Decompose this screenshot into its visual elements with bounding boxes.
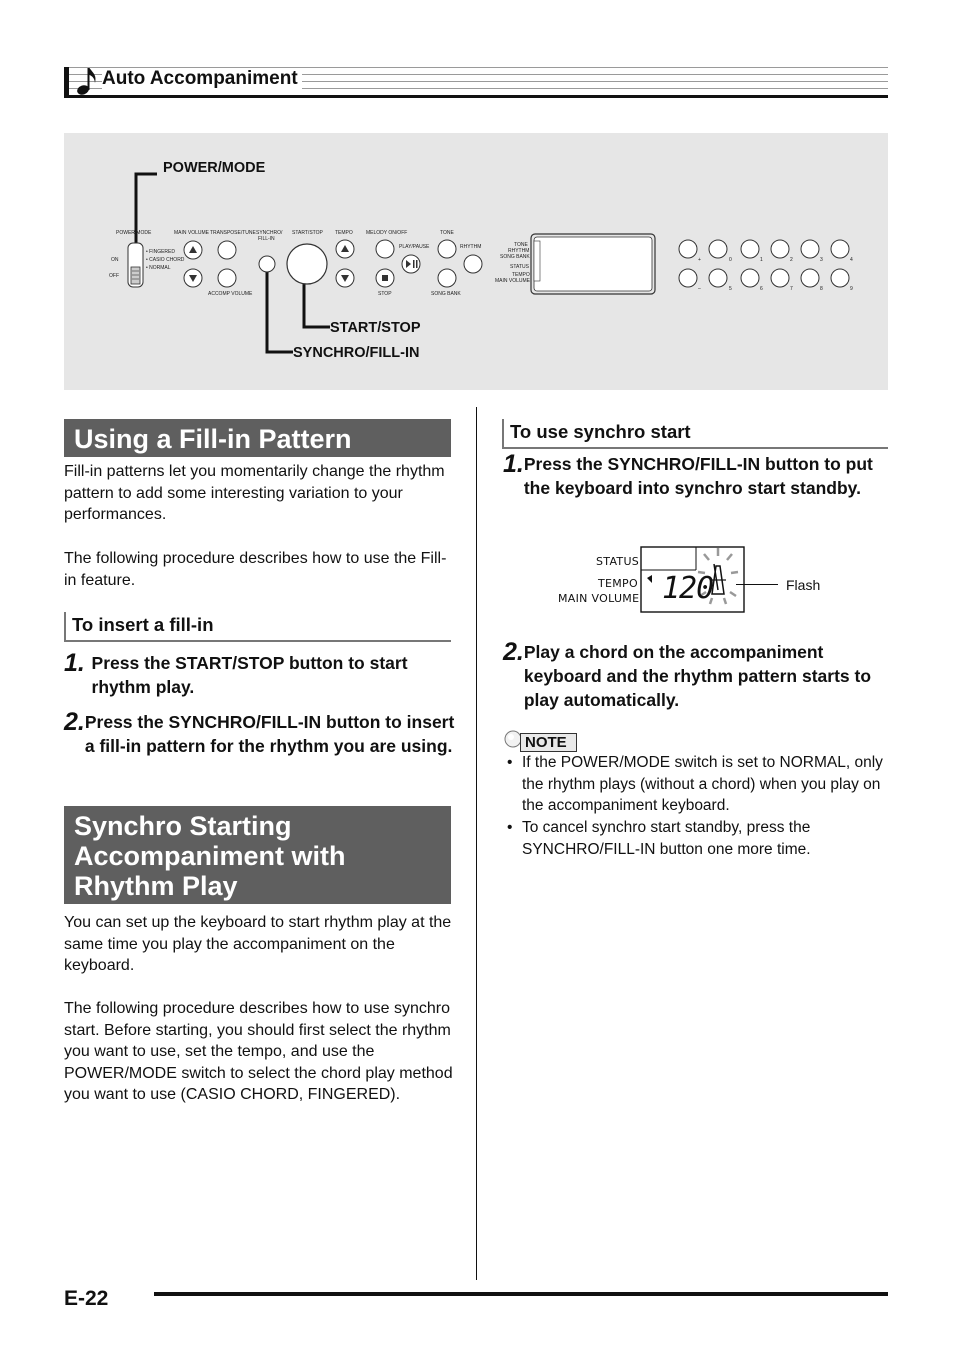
subheading-insert-fill-in: To insert a fill-in <box>64 612 451 642</box>
footer-rule <box>154 1292 888 1296</box>
svg-text:MAIN VOLUME: MAIN VOLUME <box>174 230 210 236</box>
lcd-tempo-value: 120 <box>662 571 714 606</box>
svg-text:4: 4 <box>850 257 853 263</box>
step-text: Press the SYNCHRO/FILL-IN button to put the keyboard into synchro start standby. <box>523 454 873 498</box>
svg-text:0: 0 <box>729 257 732 263</box>
svg-text:FILL-IN: FILL-IN <box>258 236 275 242</box>
svg-text:MAIN VOLUME: MAIN VOLUME <box>495 278 531 284</box>
svg-text:9: 9 <box>850 286 853 292</box>
step-number: 2. <box>64 708 85 736</box>
svg-text:• CASIO CHORD: • CASIO CHORD <box>146 257 185 263</box>
section-title-fill-in: Using a Fill-in Pattern <box>64 419 451 457</box>
lcd-display-illustration <box>556 546 826 616</box>
step-number: 1. <box>64 649 85 677</box>
svg-text:TONE: TONE <box>514 242 528 248</box>
svg-text:RHYTHM: RHYTHM <box>508 248 530 254</box>
svg-text:PLAY/PAUSE: PLAY/PAUSE <box>399 244 430 250</box>
header-rule <box>64 95 888 98</box>
insert-step-1 <box>64 649 456 700</box>
lcd-status-label: STATUS <box>596 555 640 568</box>
note-text: If the POWER/MODE switch is set to NORMAL, only the rhythm plays (without a chord) when you play on the accompaniment keyboard. <box>522 754 883 815</box>
callout-start-stop: START/STOP <box>330 320 421 336</box>
keyboard-panel-illustration <box>64 133 888 390</box>
insert-step-2 <box>64 708 456 759</box>
svg-text:ACCOMP VOLUME: ACCOMP VOLUME <box>208 291 253 297</box>
step-number: 1. <box>503 450 524 478</box>
svg-text:7: 7 <box>790 286 793 292</box>
svg-text:OFF: OFF <box>109 273 119 279</box>
svg-text:5: 5 <box>729 286 732 292</box>
svg-text:2: 2 <box>790 257 793 263</box>
flash-leader <box>736 584 778 585</box>
lcd-main-volume-label: MAIN VOLUME <box>558 592 640 605</box>
note-label: NOTE <box>520 733 577 752</box>
callout-synchro-fill-in: SYNCHRO/FILL-IN <box>293 345 420 361</box>
svg-text:SONG BANK: SONG BANK <box>500 254 530 260</box>
synchro-step-2 <box>503 638 888 712</box>
page-number: E-22 <box>64 1287 109 1310</box>
header-bar <box>64 67 69 98</box>
music-note-icon <box>76 66 98 96</box>
section-title-synchro: Synchro Starting Accompaniment with Rhythm Play <box>64 806 451 904</box>
svg-text:TONE: TONE <box>440 230 454 236</box>
synchro-step-1 <box>503 450 888 501</box>
svg-text:3: 3 <box>820 257 823 263</box>
bullet-dot: • <box>507 819 513 836</box>
svg-text:POWER/MODE: POWER/MODE <box>116 230 152 236</box>
step-text: Press the SYNCHRO/FILL-IN button to insert a fill-in pattern for the rhythm you are using. <box>84 712 455 756</box>
note-item-1 <box>504 752 888 817</box>
svg-text:6: 6 <box>760 286 763 292</box>
subheading-synchro-start: To use synchro start <box>502 419 888 449</box>
svg-text:STOP: STOP <box>378 291 392 297</box>
svg-text:–: – <box>698 286 701 292</box>
callout-power-mode: POWER/MODE <box>163 160 266 176</box>
svg-text:ON: ON <box>111 257 119 263</box>
fill-in-intro: Fill-in patterns let you momentarily change the rhythm pattern to add some interesting variation to your performances. <box>64 463 445 524</box>
column-divider <box>476 407 477 1280</box>
svg-text:TEMPO: TEMPO <box>335 230 353 236</box>
svg-text:MELODY ON/OFF: MELODY ON/OFF <box>366 230 408 236</box>
svg-text:START/STOP: START/STOP <box>292 230 323 236</box>
svg-text:TRANSPOSE/TUNE: TRANSPOSE/TUNE <box>210 230 256 236</box>
svg-text:• NORMAL: • NORMAL <box>146 265 171 271</box>
bullet-dot: • <box>507 754 513 771</box>
svg-text:STATUS: STATUS <box>510 264 529 270</box>
note-badge <box>503 728 577 754</box>
svg-text:1: 1 <box>760 257 763 263</box>
synchro-intro: You can set up the keyboard to start rhythm play at the same time you play the accompaniment on the keyboard. <box>64 914 452 975</box>
step-text: Press the START/STOP button to start rhythm play. <box>91 653 408 697</box>
fill-in-procedure-intro: The following procedure describes how to use the Fill-in feature. <box>64 550 447 589</box>
lcd-tempo-label: TEMPO <box>598 577 638 590</box>
svg-text:• FINGERED: • FINGERED <box>146 249 175 255</box>
svg-text:SONG BANK: SONG BANK <box>431 291 461 297</box>
svg-text:+: + <box>698 257 701 263</box>
note-text: To cancel synchro start standby, press the SYNCHRO/FILL-IN button one more time. <box>522 819 811 858</box>
svg-text:SYNCHRO/: SYNCHRO/ <box>256 230 283 236</box>
svg-text:8: 8 <box>820 286 823 292</box>
step-text: Play a chord on the accompaniment keyboard and the rhythm pattern starts to play automatically. <box>523 642 872 710</box>
svg-text:RHYTHM: RHYTHM <box>460 244 482 250</box>
synchro-procedure-intro: The following procedure describes how to use synchro start. Before starting, you should first select the rhythm you want to use, set the tempo, and use the POWER/MODE switch to select the chord play method you want to use (CASIO CHORD, FINGERED). <box>64 1000 453 1104</box>
section-header <box>64 64 888 98</box>
header-title: Auto Accompaniment <box>102 68 302 90</box>
svg-text:TEMPO: TEMPO <box>512 272 530 278</box>
step-number: 2. <box>503 638 524 666</box>
note-item-2 <box>504 817 888 860</box>
flash-label: Flash <box>786 577 821 593</box>
